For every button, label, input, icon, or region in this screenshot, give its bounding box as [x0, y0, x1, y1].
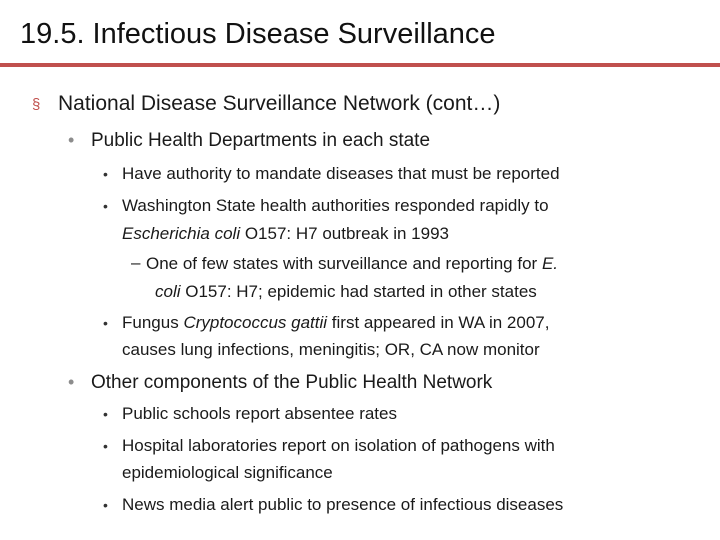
item-hospital-line1: Hospital laboratories report on isolation of pathogens with: [122, 436, 555, 455]
level4-dash: –: [131, 253, 141, 272]
level3-bullet: •: [103, 438, 108, 454]
item-fungus-line1: Fungus Cryptococcus gattii first appeared in WA in 2007,: [122, 313, 550, 332]
group1-heading: Public Health Departments in each state: [91, 130, 431, 151]
item-dash-line1: One of few states with surveillance and reporting for E.: [146, 254, 558, 273]
level2-bullet: •: [68, 130, 75, 150]
item-hospital-line2: epidemiological significance: [122, 463, 333, 482]
group2-heading: Other components of the Public Health Network: [91, 372, 493, 393]
item-dash-line2: coli O157: H7; epidemic had started in other states: [155, 282, 537, 301]
item-mandate: Have authority to mandate diseases that must be reported: [122, 164, 560, 183]
item-washington-line1: Washington State health authorities responded rapidly to: [122, 196, 549, 215]
item-news: News media alert public to presence of infectious diseases: [122, 495, 564, 514]
level3-bullet: •: [103, 166, 108, 182]
level2-bullet: •: [68, 372, 75, 392]
slide-title: 19.5. Infectious Disease Surveillance: [20, 18, 496, 50]
level3-bullet: •: [103, 315, 108, 331]
level3-bullet: •: [103, 406, 108, 422]
title-divider: [0, 63, 720, 67]
item-schools: Public schools report absentee rates: [122, 404, 397, 423]
item-washington-line2: Escherichia coli O157: H7 outbreak in 1993: [122, 224, 449, 243]
item-fungus-line2: causes lung infections, meningitis; OR, CA now monitor: [122, 340, 540, 359]
level1-heading: National Disease Surveillance Network (cont…): [58, 92, 501, 115]
organism-name: Escherichia coli: [122, 224, 241, 243]
level3-bullet: •: [103, 198, 108, 214]
level3-bullet: •: [103, 497, 108, 513]
level1-bullet: §: [32, 96, 41, 113]
